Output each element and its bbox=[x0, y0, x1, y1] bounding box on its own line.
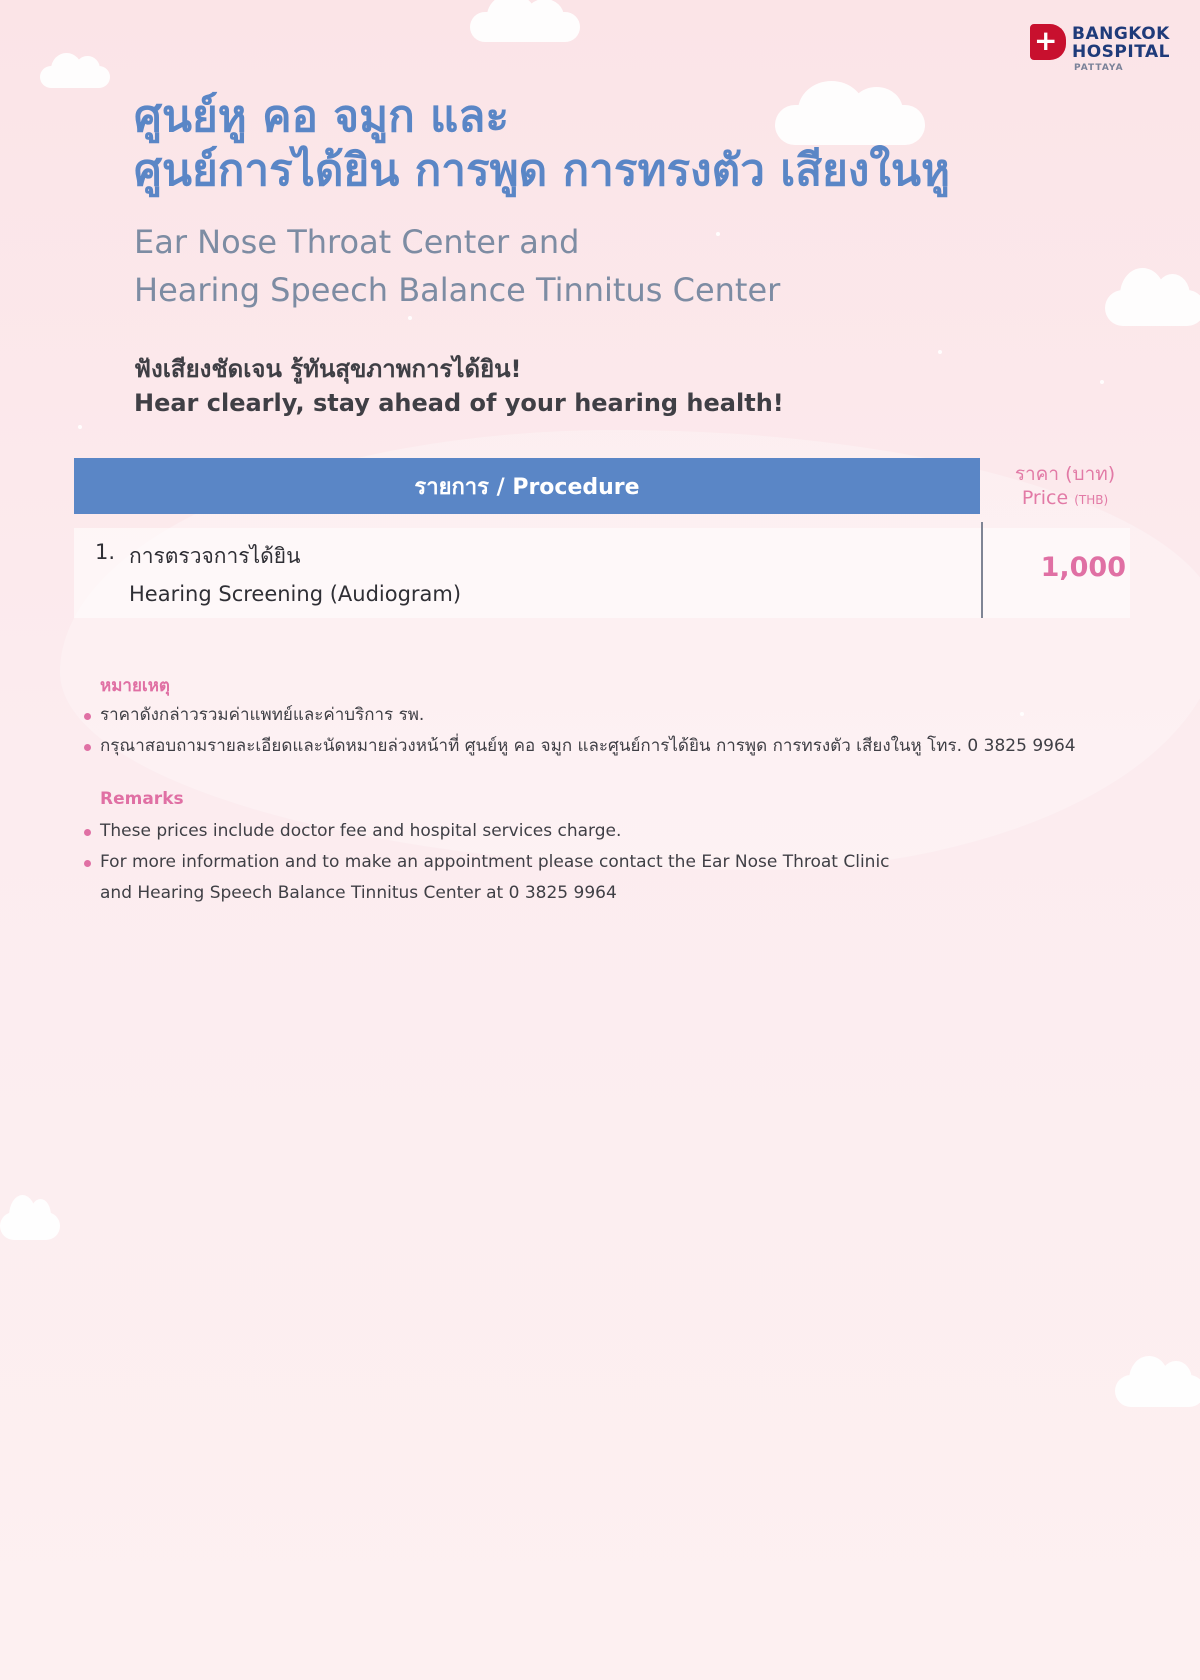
sparkle-decoration bbox=[1100, 380, 1104, 384]
sparkle-decoration bbox=[938, 350, 942, 354]
list-item bbox=[82, 847, 1182, 878]
sparkle-decoration bbox=[78, 425, 82, 429]
tagline-thai: ฟังเสียงชัดเจน รู้ทันสุขภาพการได้ยิน! bbox=[134, 355, 522, 383]
page-title-thai bbox=[134, 90, 1134, 198]
row-number: 1. bbox=[95, 540, 116, 564]
title-english-line2: Hearing Speech Balance Tinnitus Center bbox=[134, 271, 781, 309]
logo-text-line1: BANGKOK bbox=[1072, 24, 1170, 44]
procedure-column-header: รายการ / Procedure bbox=[74, 458, 980, 514]
logo-text-line2: HOSPITAL bbox=[1072, 42, 1170, 62]
cloud-decoration bbox=[470, 12, 580, 42]
title-thai-line1: ศูนย์หู คอ จมูก และ bbox=[134, 91, 509, 142]
bullet-icon bbox=[84, 829, 91, 836]
price-column-header bbox=[990, 462, 1140, 512]
page-title-english bbox=[134, 218, 1034, 314]
cloud-decoration bbox=[40, 66, 110, 88]
list-item bbox=[82, 878, 1182, 909]
sparkle-decoration bbox=[408, 316, 412, 320]
tagline bbox=[134, 352, 784, 420]
price-header-unit: (THB) bbox=[1074, 493, 1109, 507]
tagline-english: Hear clearly, stay ahead of your hearing health! bbox=[134, 389, 784, 417]
procedure-name-thai: การตรวจการได้ยิน bbox=[129, 544, 301, 568]
price-header-english bbox=[990, 486, 1140, 512]
logo-text-line3: PATTAYA bbox=[1074, 63, 1124, 73]
notes-thai-title: หมายเหตุ bbox=[100, 676, 170, 696]
column-divider bbox=[981, 522, 983, 618]
bullet-icon bbox=[84, 860, 91, 867]
procedure-price: 1,000 bbox=[1040, 552, 1126, 583]
note-text: For more information and to make an appointment please contact the Ear Nose Throat Clinic bbox=[100, 852, 890, 872]
list-item bbox=[82, 816, 1182, 847]
note-text: ราคาดังกล่าวรวมค่าแพทย์และค่าบริการ รพ. bbox=[100, 705, 425, 725]
notes-english-list bbox=[82, 816, 1182, 909]
procedure-name-english: Hearing Screening (Audiogram) bbox=[129, 582, 462, 606]
bullet-icon bbox=[84, 713, 91, 720]
note-text: กรุณาสอบถามรายละเอียดและนัดหมายล่วงหน้าที่ ศูนย์หู คอ จมูก และศูนย์การได้ยิน การพูด การทรงตัว เสียงในหู โทร. 0 3825 9964 bbox=[100, 736, 1076, 756]
note-text: These prices include doctor fee and hospital services charge. bbox=[100, 821, 622, 841]
price-header-label: Price bbox=[1021, 487, 1069, 509]
cloud-decoration bbox=[1115, 1375, 1200, 1407]
notes-english-title: Remarks bbox=[100, 789, 184, 809]
list-item bbox=[82, 700, 1182, 731]
title-thai-line2: ศูนย์การได้ยิน การพูด การทรงตัว เสียงในหู bbox=[134, 145, 950, 196]
cloud-decoration bbox=[1105, 290, 1200, 326]
note-text: and Hearing Speech Balance Tinnitus Center at 0 3825 9964 bbox=[100, 883, 617, 903]
bangkok-hospital-logo bbox=[1030, 24, 1180, 76]
title-english-line1: Ear Nose Throat Center and bbox=[134, 223, 580, 261]
notes-thai-list bbox=[82, 700, 1182, 762]
cloud-decoration bbox=[0, 1212, 60, 1240]
price-header-thai: ราคา (บาท) bbox=[1014, 463, 1116, 485]
bullet-icon bbox=[84, 744, 91, 751]
cross-logo-icon: + bbox=[1030, 24, 1066, 60]
list-item bbox=[82, 731, 1182, 762]
